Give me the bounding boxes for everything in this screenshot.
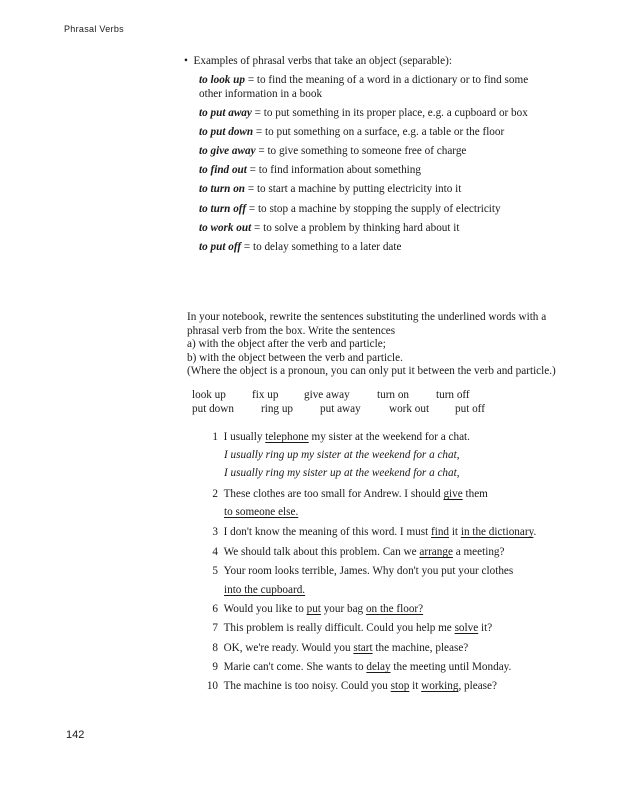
definition-item: to look up = to find the meaning of a word in a dictionary or to find some — [199, 74, 529, 86]
instruction-line: phrasal verb from the box. Write the sentences — [187, 324, 396, 337]
word-box-item: put down — [192, 403, 234, 415]
exercise-10: 10 The machine is too noisy. Could you stop it working, please? — [206, 680, 497, 692]
instruction-line: a) with the object after the verb and particle; — [187, 338, 386, 351]
intro-text: Examples of phrasal verbs that take an object (separable): — [193, 55, 452, 67]
definition-item: to put off = to delay something to a later date — [199, 241, 402, 253]
exercise-6: 6 Would you like to put your bag on the floor? — [212, 603, 424, 615]
page-number: 142 — [66, 729, 85, 741]
word-box-item: put off — [455, 403, 485, 415]
exercise-5-continuation: into the cupboard. — [224, 584, 306, 596]
definition-continuation: other information in a book — [199, 88, 323, 100]
word-box-item: put away — [320, 403, 361, 415]
exercise-1: 1 I usually telephone my sister at the weekend for a chat. — [212, 431, 470, 443]
instruction-line: b) with the object between the verb and particle. — [187, 351, 403, 364]
intro-bullet: • Examples of phrasal verbs that take an object (separable): — [184, 55, 452, 67]
exercise-4: 4 We should talk about this problem. Can we arrange a meeting? — [212, 546, 505, 558]
definition-item: to turn off = to stop a machine by stopping the supply of electricity — [199, 203, 501, 215]
word-box-item: turn off — [436, 389, 470, 401]
word-box-item: work out — [389, 403, 430, 415]
instruction-line: (Where the object is a pronoun, you can only put it between the verb and particle.) — [187, 365, 556, 378]
definition-item: to find out = to find information about something — [199, 164, 421, 176]
exercise-9: 9 Marie can't come. She wants to delay the meeting until Monday. — [212, 661, 512, 673]
exercise-8: 8 OK, we're ready. Would you start the machine, please? — [212, 642, 469, 654]
instructions — [187, 311, 587, 379]
answer-line: I usually ring my sister up at the weekend for a chat, — [224, 467, 460, 479]
definition-item: to put away = to put something in its proper place, e.g. a cupboard or box — [199, 107, 528, 119]
answer-line: I usually ring up my sister at the weekend for a chat, — [224, 449, 460, 461]
word-box-item: look up — [192, 389, 226, 401]
word-box-item: fix up — [252, 389, 279, 401]
word-box-item: ring up — [261, 403, 294, 415]
exercise-7: 7 This problem is really difficult. Could you help me solve it? — [212, 622, 493, 634]
word-box-item: give away — [304, 389, 350, 401]
definition-item: to turn on = to start a machine by putting electricity into it — [199, 183, 462, 195]
exercise-5: 5 Your room looks terrible, James. Why don't you put your clothes — [212, 565, 514, 577]
definition-item: to work out = to solve a problem by thinking hard about it — [199, 222, 460, 234]
definition-item: to give away = to give something to someone free of charge — [199, 145, 467, 157]
running-header: Phrasal Verbs — [64, 24, 124, 34]
exercise-2: 2 These clothes are too small for Andrew. I should give them — [212, 488, 488, 500]
exercise-2-continuation: to someone else. — [224, 506, 299, 518]
word-box-item: turn on — [377, 389, 410, 401]
definition-item: to put down = to put something on a surface, e.g. a table or the floor — [199, 126, 505, 138]
exercise-3: 3 I don't know the meaning of this word. I must find it in the dictionary. — [212, 526, 537, 538]
instruction-line: In your notebook, rewrite the sentences substituting the underlined words with a — [187, 311, 547, 323]
